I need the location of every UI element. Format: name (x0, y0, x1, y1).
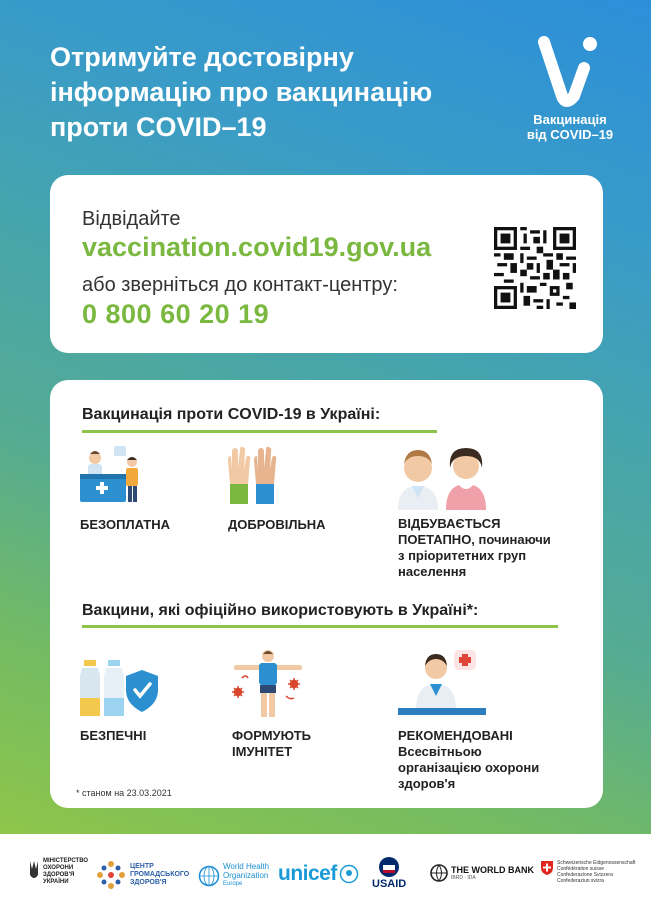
contact-center-label: або зверніться до контакт-центру: (82, 274, 398, 296)
vaccine-vials-shield-icon (78, 658, 162, 718)
section2-title: Вакцини, які офіційно використовують в Україні*: (82, 602, 479, 619)
who-emblem-icon (198, 865, 220, 887)
title-line-1: Отримуйте достовірну (50, 42, 354, 72)
footnote: * станом на 23.03.2021 (76, 788, 172, 798)
recommended-label-line-4: здоров'я (398, 776, 456, 791)
swiss-line-1: Schweizerische Eidgenossenschaft (557, 860, 636, 866)
immunity-label-line-2: ІМУНІТЕТ (232, 744, 293, 759)
vaccination-v-logo-icon (538, 34, 602, 108)
doctor-and-patient-icon (394, 442, 490, 510)
trident-icon (28, 859, 40, 885)
page-title (50, 40, 490, 145)
contact-card (50, 175, 603, 353)
recommended-label-line-3: організацією охорони (398, 760, 540, 775)
section1-title: Вакцинація проти COVID-19 в Україні: (82, 406, 381, 423)
section1-divider (82, 430, 437, 433)
world-bank-wordmark: THE WORLD BANK (451, 865, 534, 875)
staged-label-line-3: з пріоритетних груп (398, 548, 527, 563)
staged-label-line-1: ВІДБУВАЄТЬСЯ (398, 516, 501, 531)
raised-hands-icon (220, 444, 280, 510)
usaid-logo (372, 856, 406, 890)
world-bank-logo (430, 864, 534, 882)
title-line-3: проти COVID–19 (50, 112, 267, 142)
phc-emblem-icon (96, 860, 126, 890)
phc-line-1: ЦЕНТР (130, 863, 154, 870)
staged-label-line-2: ПОЕТАПНО, починаючи (398, 532, 551, 547)
visit-label: Відвідайте (82, 208, 181, 230)
moh-line-2: ОХОРОНИ (43, 865, 74, 871)
public-health-center-logo (96, 860, 189, 890)
staged-label-line-4: населення (398, 564, 467, 579)
logo-line-2: від COVID–19 (526, 127, 614, 142)
recommended-label-line-2: Всесвітньою (398, 744, 482, 759)
vaccination-logo (520, 34, 620, 142)
reception-desk-icon (78, 444, 148, 510)
usaid-wordmark: USAID (372, 878, 407, 890)
moh-line-1: МІНІСТЕРСТВО (43, 858, 89, 864)
safe-label: БЕЗПЕЧНІ (80, 728, 147, 743)
section2-divider (82, 625, 558, 628)
immunity-label-line-1: ФОРМУЮТЬ (232, 728, 311, 743)
unicef-wordmark: unicef (278, 862, 337, 885)
world-bank-globe-icon (430, 864, 448, 882)
voluntary-label: ДОБРОВІЛЬНА (228, 517, 326, 532)
usaid-seal-icon (378, 856, 400, 878)
who-line-2: Organization (223, 871, 269, 880)
swiss-line-4: Confederaziun svizra (557, 878, 604, 884)
moh-ukraine-logo (28, 858, 88, 886)
partners-footer (0, 834, 651, 917)
swiss-confederation-logo (540, 860, 635, 884)
swiss-line-2: Confédération suisse (557, 866, 604, 872)
recommended-label-line-1: РЕКОМЕНДОВАНІ (398, 728, 513, 743)
title-line-2: інформацію про вакцинацію (50, 77, 433, 107)
phone-number[interactable]: 0 800 60 20 19 (82, 299, 270, 329)
free-label: БЕЗОПЛАТНА (80, 517, 171, 532)
immunity-person-icon (228, 648, 308, 720)
qr-code-icon[interactable] (494, 227, 576, 309)
swiss-shield-icon (540, 860, 554, 876)
vaccination-url-link[interactable]: vaccination.covid19.gov.ua (82, 232, 432, 262)
swiss-line-3: Confederazione Svizzera (557, 872, 613, 878)
unicef-logo (278, 862, 359, 886)
phc-line-2: ГРОМАДСЬКОГО (130, 871, 190, 878)
recommended-label (398, 728, 539, 792)
moh-line-4: УКРАЇНИ (43, 879, 69, 885)
logo-line-1: Вакцинація (533, 112, 607, 127)
doctor-medical-cross-icon (396, 648, 488, 718)
immunity-label (232, 728, 311, 760)
staged-label (398, 516, 551, 580)
who-sub: Europe (223, 881, 243, 887)
info-card (50, 380, 603, 808)
phc-line-3: ЗДОРОВ'Я (130, 879, 167, 886)
moh-line-3: ЗДОРОВ'Я (43, 872, 75, 878)
who-line-1: World Health (223, 862, 270, 871)
who-logo (198, 862, 269, 889)
unicef-globe-icon (339, 864, 359, 884)
world-bank-sub: IBRD · IDA (451, 875, 476, 881)
